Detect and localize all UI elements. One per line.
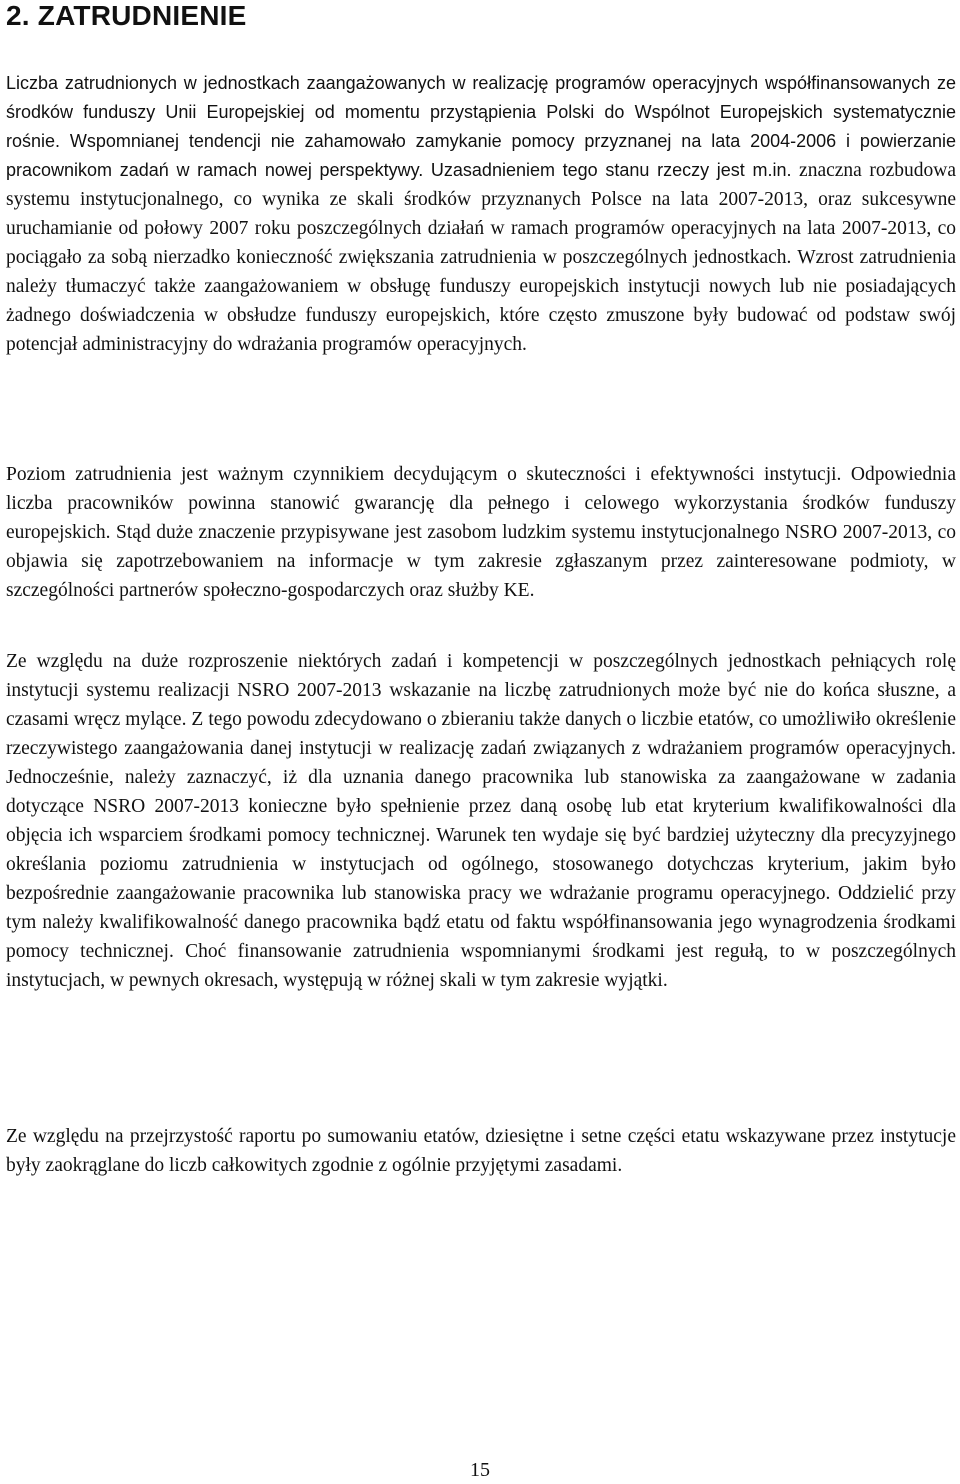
- paragraph-continuation-text: znaczna rozbudowa systemu instytucjonalnego, co wynika ze skali środków przyznanych Polsce na lata 2007-2013, oraz sukcesywne uruchamianie od połowy 2007 roku poszczególnych działań w ramach programów operacyjnych na lata 2007-2013, co pociągało za sobą nierzadko konieczność zwiększania zatrudnienia w poszczególnych jednostkach. Wzrost zatrudnienia należy tłumaczyć także zaangażowaniem w obsługę funduszy europejskich instytucji nowych lub nie posiadających żadnego doświadczenia w obsłudze funduszy europejskich, które często zmuszone były budować od podstaw swój potencjał administracyjny do wdrażania programów operacyjnych.: [6, 160, 957, 355]
- paragraph-employment-importance: Poziom zatrudnienia jest ważnym czynnikiem decydującym o skuteczności i efektywności instytucji. Odpowiednia liczba pracowników powinna stanowić gwarancję dla pełnego i celowego wykorzystania środków funduszy europejskich. Stąd duże znaczenie przypisywane jest zasobom ludzkim systemu instytucjonalnego NSRO 2007-2013, co objawia się zapotrzebowaniem na informacje w tym zakresie zgłaszanym przez zainteresowane podmioty, w szczególności partnerów społeczno-gospodarczych oraz służby KE.: [6, 464, 956, 601]
- page-number: 15: [470, 1459, 490, 1481]
- section-title: ZATRUDNIENIE: [37, 0, 247, 31]
- paragraph-intro-text: Liczba zatrudnionych w jednostkach zaangażowanych w realizację programów operacyjnych współfinansowanych ze środków funduszy Unii Europejskiej od momentu przystąpienia Polski do Wspólnot Europejskich systematycznie rośnie. Wspomnianej tendencji nie zahamowało zamykanie pomocy przyznanej na lata 2004-2006 i powierzanie pracownikom zadań w ramach nowej perspektywy. Uzasadnieniem tego stanu rzeczy jest m.in.: [6, 73, 956, 180]
- paragraph-rounding-note: Ze względu na przejrzystość raportu po sumowaniu etatów, dziesiętne i setne części etatu wskazywane przez instytucje były zaokrąglane do liczb całkowitych zgodnie z ogólnie przyjętymi zasadami.: [6, 1126, 956, 1176]
- paragraph-employment-growth: [6, 69, 956, 359]
- section-number: 2.: [6, 0, 30, 31]
- document-page: [6, 0, 956, 1484]
- section-heading: [6, 0, 956, 31]
- paragraph-methodology: Ze względu na duże rozproszenie niektórych zadań i kompetencji w poszczególnych jednostkach pełniących rolę instytucji systemu realizacji NSRO 2007-2013 wskazanie na liczbę zatrudnionych może być nie do końca słuszne, a czasami wręcz mylące. Z tego powodu zdecydowano o zbieraniu także danych o liczbie etatów, co umożliwiło określenie rzeczywistego zaangażowania danej instytucji w realizację zadań związanych z wdrażaniem programów operacyjnych. Jednocześnie, należy zaznaczyć, iż dla uznania danego pracownika lub stanowiska za zaangażowane w zadania dotyczące NSRO 2007-2013 konieczne było spełnienie przez daną osobę lub etat kryterium kwalifikowalności dla objęcia ich wsparciem środkami pomocy technicznej. Warunek ten wydaje się być bardziej użyteczny dla precyzyjnego określania poziomu zatrudnienia w instytucjach od ogólnego, stosowanego dotychczas kryterium, jakim było bezpośrednie zaangażowanie pracownika lub stanowiska pracy we wdrażanie programu operacyjnego. Oddzielić przy tym należy kwalifikowalność danego pracownika bądź etatu od faktu współfinansowania jego wynagrodzenia środkami pomocy technicznej. Choć finansowanie zatrudnienia wspomnianymi środkami jest regułą, to w poszczególnych instytucjach, w pewnych okresach, występują w różnej skali w tym zakresie wyjątki.: [6, 651, 956, 991]
